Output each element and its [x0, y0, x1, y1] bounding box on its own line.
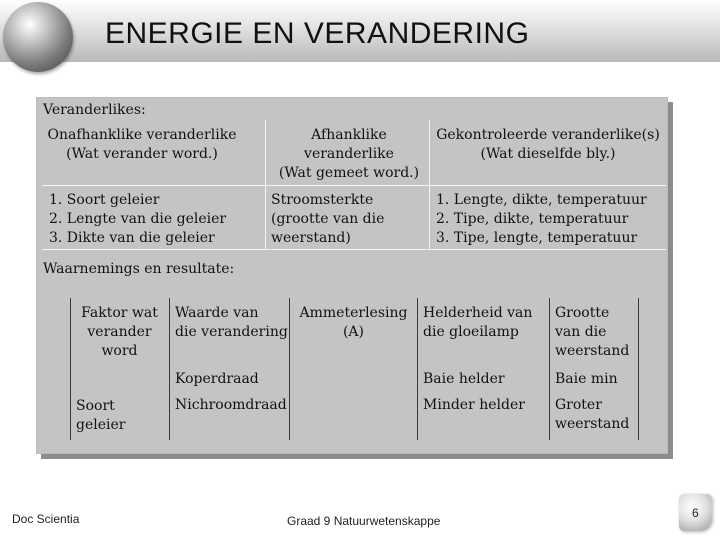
row2-value: Nichroomdraad	[175, 397, 287, 413]
results-col-line-4	[549, 298, 550, 440]
results-col-line-0	[70, 298, 71, 440]
results-factor: Soort geleier	[76, 398, 126, 433]
results-col-line-3	[417, 298, 418, 440]
logo-sphere-icon	[3, 2, 73, 72]
row1-brightness: Baie helder	[423, 371, 505, 387]
dependent-header: Afhanklike veranderlike (Wat gemeet word.)	[278, 127, 420, 181]
slide-title: ENERGIE EN VERANDERING	[105, 17, 530, 50]
footer-author: Doc Scientia	[12, 512, 80, 526]
independent-items: 1. Soort geleier 2. Lengte van die geleier 3. Dikte van die geleier	[49, 192, 227, 246]
variables-heading: Veranderlikes:	[43, 102, 146, 118]
results-header-ammeter: Ammeterlesing (A)	[299, 305, 408, 340]
variables-divider	[42, 185, 666, 186]
results-col-line-1	[169, 298, 170, 440]
results-col-line-5	[638, 298, 639, 440]
variables-col-line-1	[265, 120, 266, 250]
results-header-resistance: Grootte van die weerstand	[555, 305, 630, 359]
dependent-items: Stroomsterkte (grootte van die weerstand)	[271, 192, 385, 246]
footer-course: Graad 9 Natuurwetenskappe	[287, 514, 441, 528]
row2-resistance: Groter weerstand	[555, 397, 630, 432]
independent-header: Onafhanklike veranderlike (Wat verander word.)	[47, 127, 237, 162]
results-header-value: Waarde van die verandering	[175, 305, 288, 340]
page-number: 6	[692, 506, 699, 520]
variables-bottom-line	[42, 249, 666, 250]
observations-heading: Waarnemings en resultate:	[43, 261, 235, 277]
row1-value: Koperdraad	[175, 371, 259, 387]
results-header-factor: Faktor wat verander word	[81, 305, 158, 359]
row1-resistance: Baie min	[555, 371, 618, 387]
results-header-brightness: Helderheid van die gloeilamp	[423, 305, 533, 340]
variables-col-line-2	[429, 120, 430, 250]
controlled-items: 1. Lengte, dikte, temperatuur 2. Tipe, dikte, temperatuur 3. Tipe, lengte, temperatuur	[436, 192, 647, 246]
row2-brightness: Minder helder	[423, 397, 525, 413]
controlled-header: Gekontroleerde veranderlike(s) (Wat dieselfde bly.)	[436, 127, 660, 162]
results-col-line-2	[289, 298, 290, 440]
